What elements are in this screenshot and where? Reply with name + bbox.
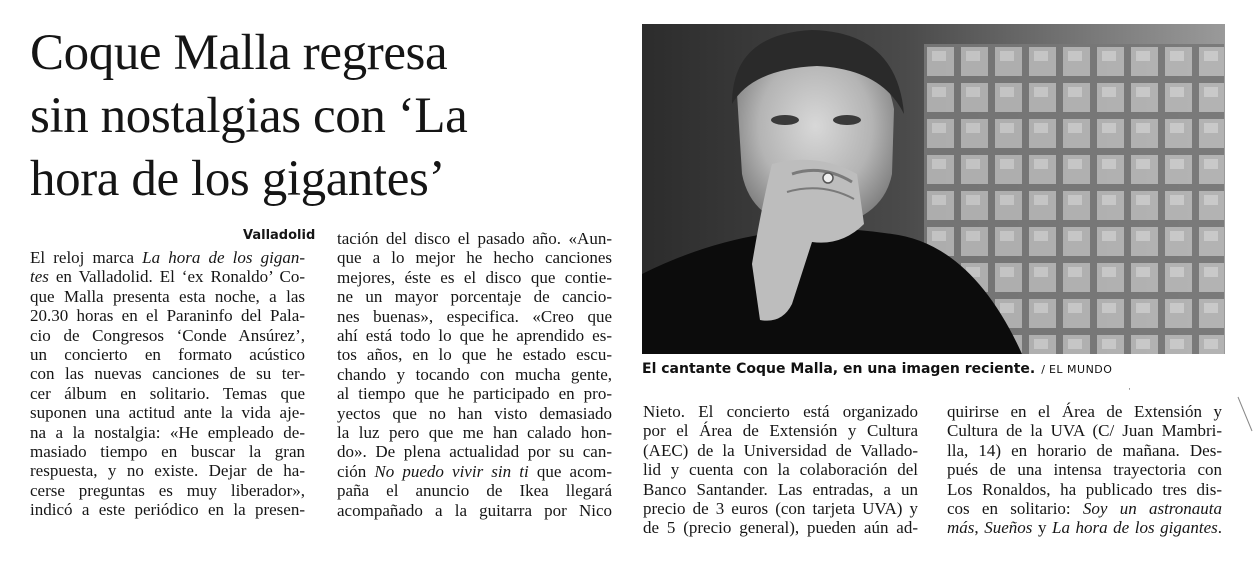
text-line: por el Área de Extensión y Cultura	[643, 421, 918, 441]
text-line: do». De plena actualidad por su can-	[337, 442, 612, 462]
text-line: indicó a este periódico en la presen-	[30, 500, 305, 520]
text-line: ción No puedo vivir sin ti que acom-	[337, 461, 613, 481]
text-line: paña el anuncio de Ikea llegará	[337, 481, 612, 501]
text-line: lla, 14) en horario de mañana. Des-	[947, 440, 1222, 460]
text-line: yectos que no han visto demasiado	[337, 403, 612, 423]
caption-text: El cantante Coque Malla, en una imagen reciente.	[642, 361, 1036, 377]
text-line: (AEC) de la Universidad de Vallado-	[643, 440, 918, 460]
text-line: acompañado a la guitarra por Nico	[337, 500, 612, 520]
text-line: ne un mayor porcentaje de cancio-	[337, 287, 612, 307]
page-fold-mark	[1236, 395, 1254, 433]
text-line: que Malla presenta esta noche, a las	[30, 286, 305, 306]
text-line: que a lo mejor he hecho canciones	[337, 248, 612, 268]
article-column-3	[643, 402, 918, 538]
singer-photo-illustration	[642, 24, 1225, 354]
text-line: cer álbum en solitario. Temas que	[30, 383, 305, 403]
text-line: mejores, éste es el disco que contie-	[337, 267, 612, 287]
text-line: más, Sueños y La hora de los gigantes.	[947, 518, 1223, 538]
article-column-1	[30, 248, 305, 520]
text-line: de 5 (precio general), pueden aún ad-	[643, 518, 918, 538]
text-line: El reloj marca La hora de los gigan-	[30, 248, 305, 267]
dateline: Valladolid	[243, 228, 316, 243]
text-line: suponen una actitud ante la vida aje-	[30, 403, 305, 423]
article-column-2	[337, 229, 612, 520]
text-line: respuesta, y no existe. Dejar de ha-	[30, 461, 305, 481]
text-line: al tiempo que he participado en pro-	[337, 384, 612, 404]
text-line: masiado tiempo en buscar la gran	[30, 442, 305, 462]
text-line: tos años, en lo que he estado escu-	[337, 345, 612, 365]
text-line: cerse preguntas es muy liberador»,	[30, 480, 305, 500]
text-line: Cultura de la UVA (C/ Juan Mambri-	[947, 421, 1222, 441]
text-line: lid y cuenta con la colaboración del	[643, 460, 918, 480]
text-line: quirirse en el Área de Extensión y	[947, 402, 1222, 421]
headline-line: Coque Malla regresa	[30, 25, 448, 81]
text-line: un concierto en formato acústico	[30, 345, 305, 365]
text-line: chando y tocando con mucha gente,	[337, 364, 612, 384]
text-line: tes en Valladolid. El ‘ex Ronaldo’ Co-	[30, 267, 305, 287]
text-line: cos en solitario: Soy un astronauta	[947, 499, 1222, 519]
photo-caption	[642, 360, 1232, 379]
headline	[30, 22, 590, 211]
text-line: Banco Santander. Las entradas, a un	[643, 479, 918, 499]
headline-line: hora de los gigantes’	[30, 151, 446, 207]
text-line: 20.30 horas en el Paraninfo del Pala-	[30, 306, 305, 326]
text-line: nes buenas», especifica. «Creo que	[337, 306, 612, 326]
text-line: precio de 3 euros (con tarjeta UVA) y	[643, 499, 918, 519]
caption-separator: /	[1041, 363, 1045, 376]
text-line: na a la nostalgia: «He empleado de-	[30, 422, 305, 442]
text-line: ahí está todo lo que he aprendido es-	[337, 326, 612, 346]
text-line: la luz pero que me han calado hon-	[337, 423, 612, 443]
text-line: con las nuevas canciones de su ter-	[30, 364, 305, 384]
text-line: cio de Congresos ‘Conde Ansúrez’,	[30, 325, 305, 345]
photo-credit: EL MUNDO	[1048, 363, 1113, 376]
text-line: pués de una intensa trayectoria con	[947, 460, 1222, 480]
headline-line: sin nostalgias con ‘La	[30, 88, 468, 144]
print-speck: ·	[1128, 384, 1131, 394]
text-line: Nieto. El concierto está organizado	[643, 402, 918, 421]
text-line: tación del disco el pasado año. «Aun-	[337, 229, 612, 248]
article-column-4	[947, 402, 1222, 538]
article-photo	[642, 24, 1225, 354]
text-line: Los Ronaldos, ha publicado tres dis-	[947, 479, 1222, 499]
